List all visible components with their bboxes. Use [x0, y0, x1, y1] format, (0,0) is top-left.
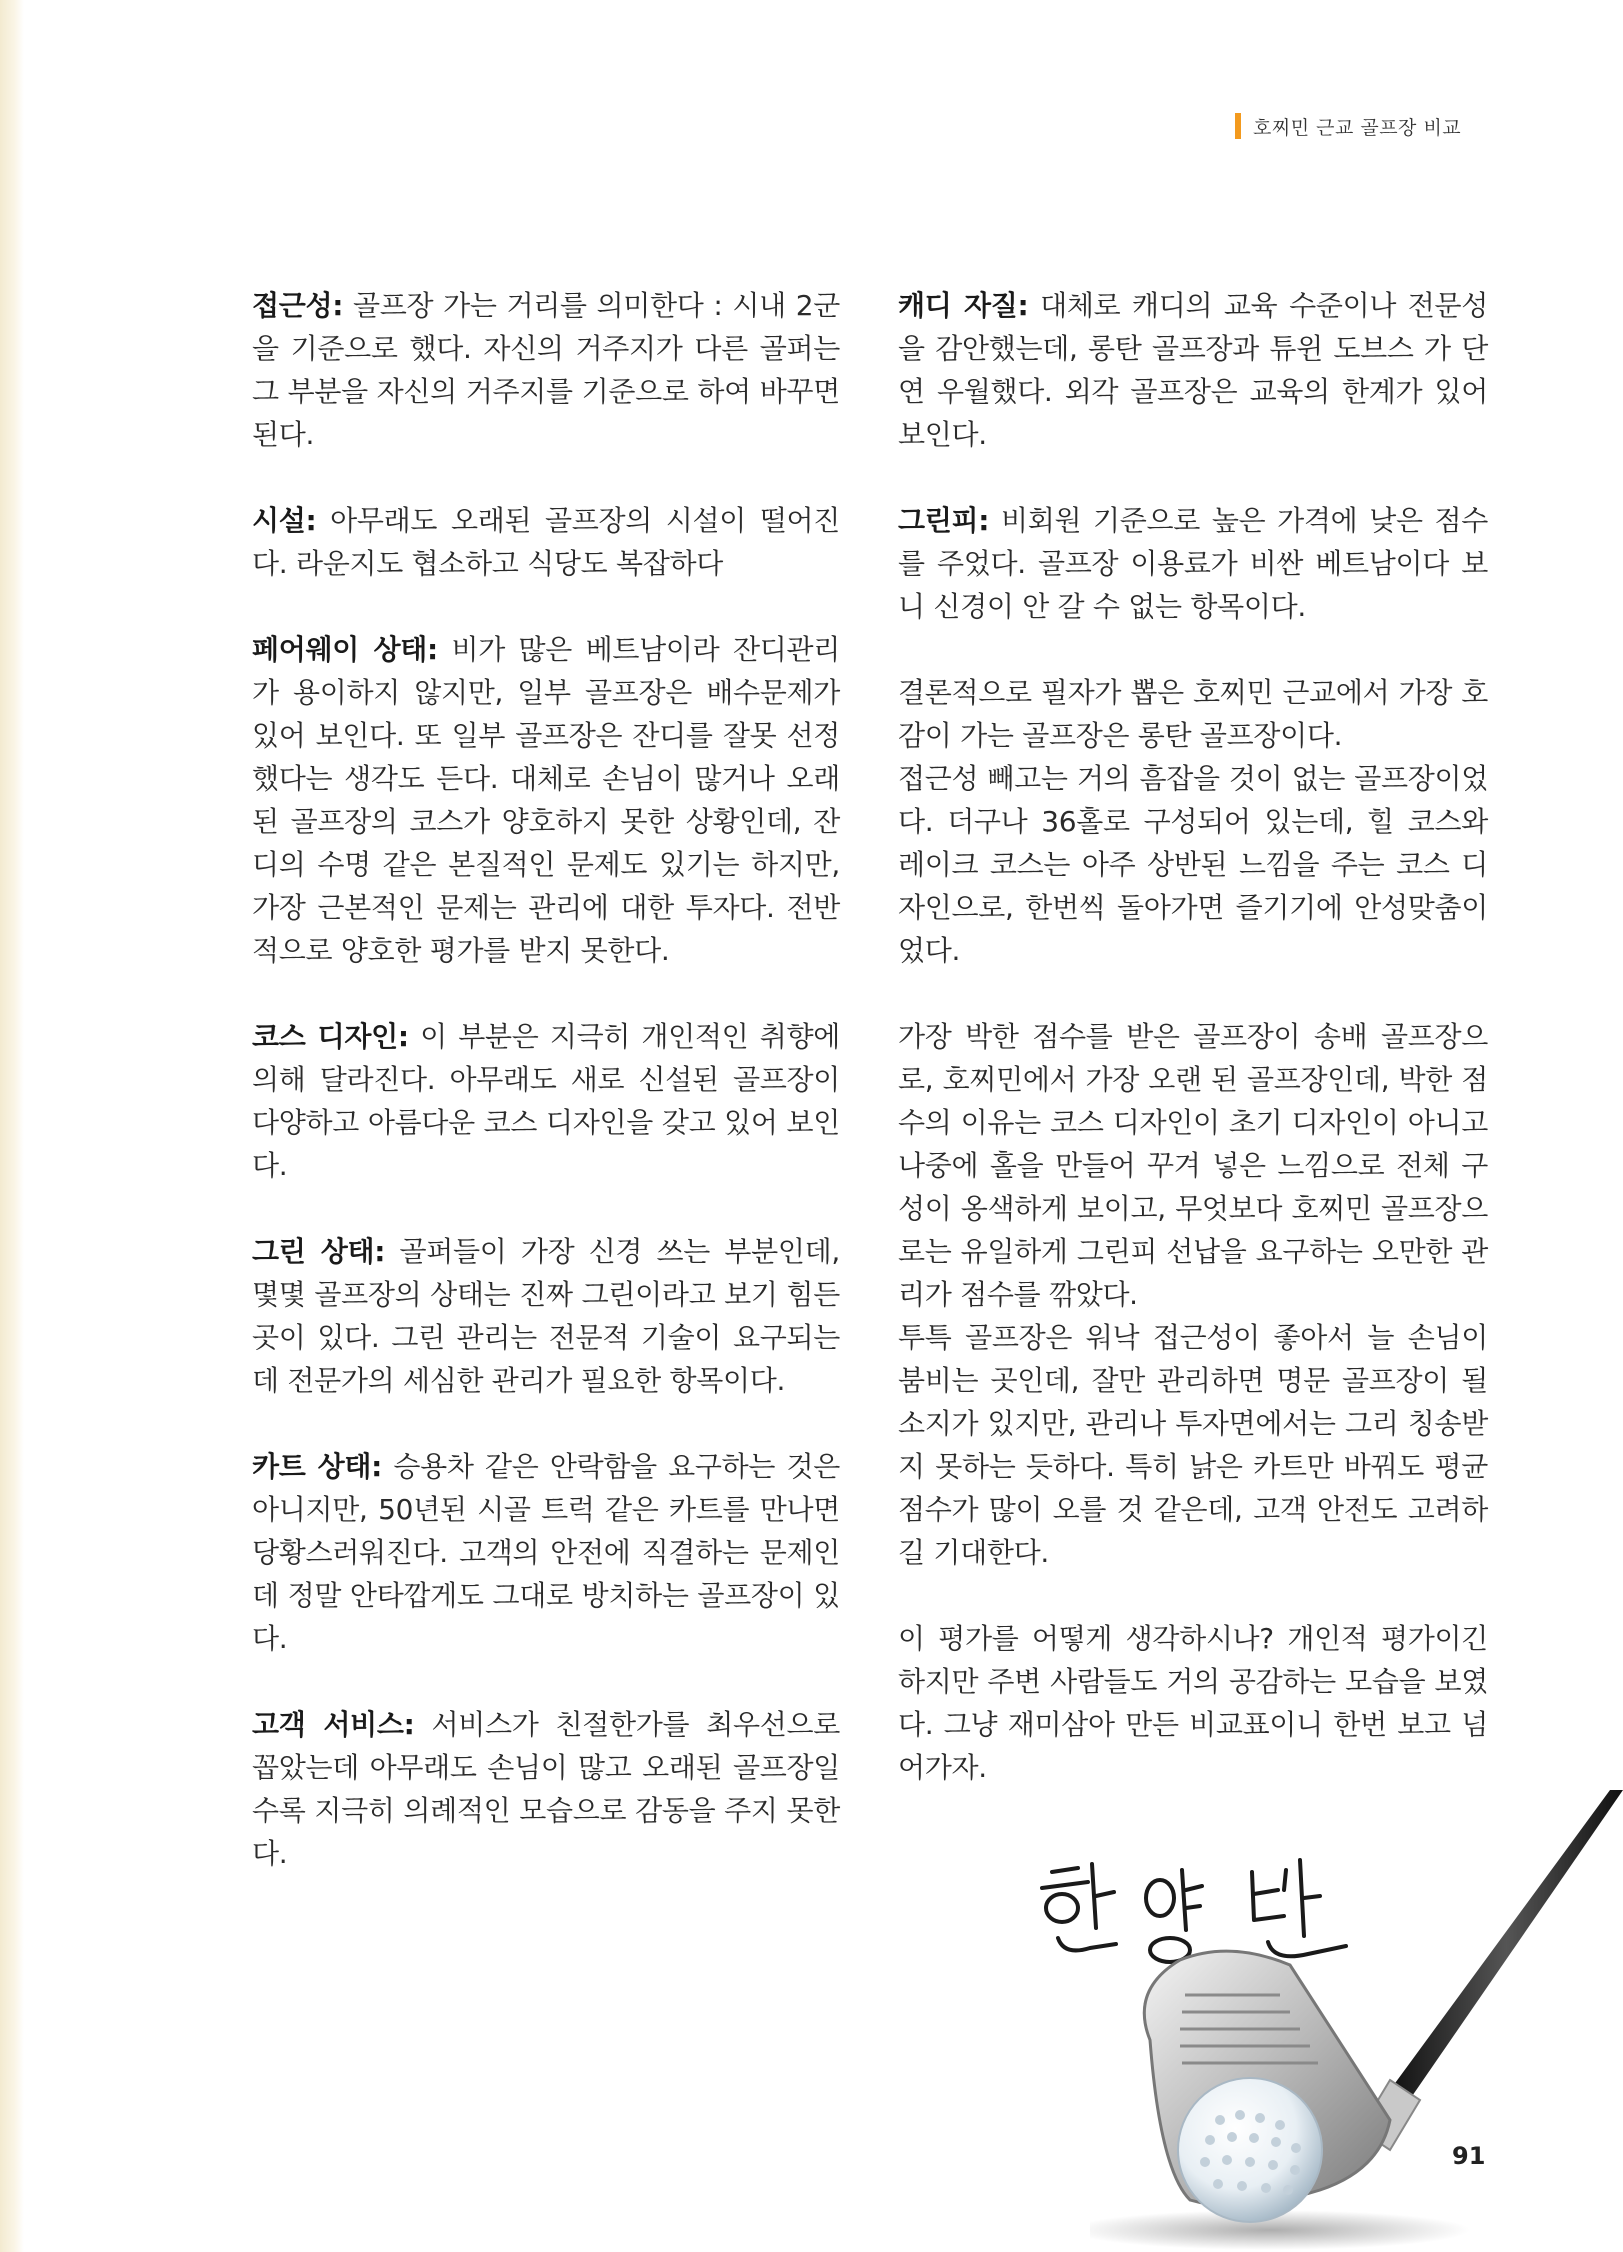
term-label: 그린 상태:	[252, 1235, 386, 1268]
running-header	[1235, 112, 1461, 140]
left-column	[252, 284, 840, 1918]
paragraph-green-condition	[252, 1230, 840, 1402]
term-label: 카트 상태:	[252, 1450, 383, 1483]
paragraph-text: 비가 많은 베트남이라 잔디관리가 용이하지 않지만, 일부 골프장은 배수문제가 있어 보인다. 또 일부 골프장은 잔디를 잘못 선정했다는 생각도 든다. 대체로 손님이 많거나 오래된 골프장의 코스가 양호하지 못한 상황인데, 잔디의 수명 같은 본질적인 문제도 있기는 하지만, 가장 근본적인 문제는 관리에 대한 투자다. 전반적으로 양호한 평가를 받지 못한다.	[252, 633, 840, 967]
paragraph-text: 골퍼들이 가장 신경 쓰는 부분인데, 몇몇 골프장의 상태는 진짜 그린이라고 보기 힘든 곳이 있다. 그린 관리는 전문적 기술이 요구되는데 전문가의 세심한 관리가 필요한 항목이다.	[252, 1235, 841, 1397]
paragraph-text: 이 부분은 지극히 개인적인 취향에 의해 달라진다. 아무래도 새로 신설된 골프장이 다양하고 아름다운 코스 디자인을 갖고 있어 보인다.	[252, 1020, 840, 1182]
paragraph-cart-condition	[252, 1445, 840, 1660]
term-label: 코스 디자인:	[252, 1020, 409, 1053]
term-label: 시설:	[252, 504, 317, 537]
paragraph-accessibility	[252, 284, 840, 456]
paragraph-text: 승용차 같은 안락함을 요구하는 것은 아니지만, 50년된 시골 트럭 같은 카트를 만나면 당황스러워진다. 고객의 안전에 직결하는 문제인데 정말 안타깝게도 그대로 방치하는 골프장이 있다.	[252, 1450, 840, 1655]
term-label: 그린피:	[898, 504, 990, 537]
paragraph-text: 아무래도 오래된 골프장의 시설이 떨어진다. 라운지도 협소하고 식당도 복잡하다	[252, 504, 840, 580]
term-label: 캐디 자질:	[898, 289, 1029, 322]
term-label: 접근성:	[252, 289, 344, 322]
paragraph-fairway	[252, 628, 840, 972]
right-column	[898, 284, 1488, 1832]
conclusion-paragraph-5: 이 평가를 어떻게 생각하시나? 개인적 평가이긴 하지만 주변 사람들도 거의 공감하는 모습을 보였다. 그냥 재미삼아 만든 비교표이니 한번 보고 넘어가자.	[898, 1622, 1488, 1784]
term-label: 페어웨이 상태:	[252, 633, 438, 666]
paragraph-green-fee	[898, 499, 1488, 628]
paragraph-course-design	[252, 1015, 840, 1187]
paragraph-text: 대체로 캐디의 교육 수준이나 전문성을 감안했는데, 롱탄 골프장과 튜윈 도브스 가 단연 우월했다. 외각 골프장은 교육의 한계가 있어 보인다.	[898, 289, 1488, 451]
conclusion-paragraph-1: 결론적으로 필자가 뽑은 호찌민 근교에서 가장 호감이 가는 골프장은 롱탄 골프장이다.	[898, 676, 1488, 752]
page-spine-shadow	[0, 0, 24, 2252]
conclusion-paragraph-4: 투특 골프장은 워낙 접근성이 좋아서 늘 손님이 붐비는 곳인데, 잘만 관리하면 명문 골프장이 될 소지가 있지만, 관리나 투자면에서는 그리 칭송받지 못하는 듯하다. 특히 낡은 카트만 바꿔도 평균 점수가 많이 오를 것 같은데, 고객 안전도 고려하길 기대한다.	[898, 1321, 1488, 1569]
club-shaft	[1390, 1790, 1623, 2102]
paragraph-text: 서비스가 친절한가를 최우선으로 꼽았는데 아무래도 손님이 많고 오래된 골프장일수록 지극히 의례적인 모습으로 감동을 주지 못한다.	[252, 1708, 840, 1870]
paragraph-text: 비회원 기준으로 높은 가격에 낮은 점수를 주었다. 골프장 이용료가 비싼 베트남이다 보니 신경이 안 갈 수 없는 항목이다.	[898, 504, 1488, 623]
header-accent-bar	[1235, 113, 1241, 139]
conclusion-paragraph-3: 가장 박한 점수를 받은 골프장이 송배 골프장으로, 호찌민에서 가장 오랜 된 골프장인데, 박한 점수의 이유는 코스 디자인이 초기 디자인이 아니고 나중에 홀을 만들어 꾸겨 넣은 느낌으로 전체 구성이 옹색하게 보이고, 무엇보다 호찌민 골프장으로는 유일하게 그린피 선납을 요구하는 오만한 관리가 점수를 깎았다.	[898, 1020, 1488, 1311]
golf-club-illustration	[1090, 1790, 1623, 2252]
term-label: 고객 서비스:	[252, 1708, 415, 1741]
header-title: 호찌민 근교 골프장 비교	[1253, 116, 1462, 139]
page-number: 91	[1452, 2142, 1486, 2170]
paragraph-customer-service	[252, 1703, 840, 1875]
paragraph-facilities	[252, 499, 840, 585]
conclusion-paragraph-2: 접근성 빼고는 거의 흠잡을 것이 없는 골프장이었다. 더구나 36홀로 구성되어 있는데, 힐 코스와 레이크 코스는 아주 상반된 느낌을 주는 코스 디자인으로, 한번씩 돌아가면 즐기기에 안성맞춤이었다.	[898, 762, 1488, 967]
paragraph-caddie	[898, 284, 1488, 456]
paragraph-text: 골프장 가는 거리를 의미한다 : 시내 2군을 기준으로 했다. 자신의 거주지가 다른 골퍼는 그 부분을 자신의 거주지를 기준으로 하여 바꾸면 된다.	[252, 289, 840, 451]
